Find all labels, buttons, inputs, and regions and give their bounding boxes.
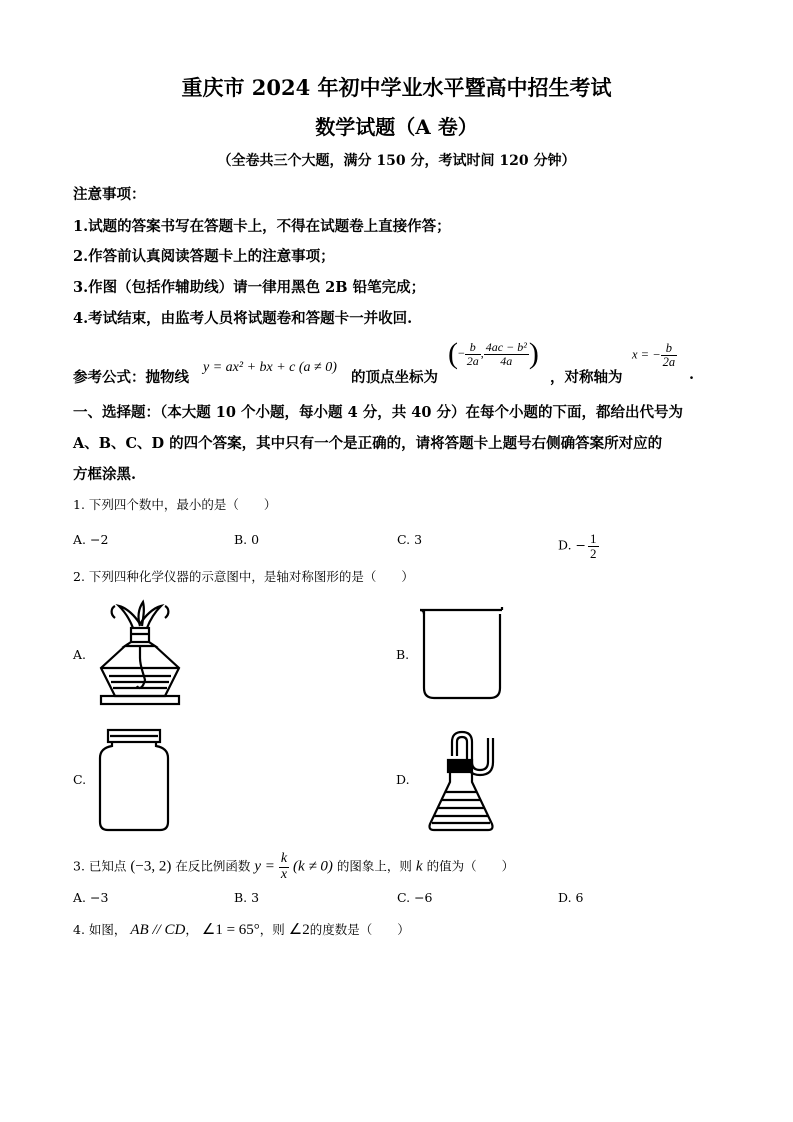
section-heading: 一、选择题：（本大题 10 个小题，每小题 4 分，共 40 分）在每个小题的下面，都给出代号为 — [73, 404, 683, 421]
section-instructions-end: 方框涂黑. — [73, 466, 137, 483]
q3-option-a: A. −3 — [73, 890, 109, 905]
q2-option-c: C. — [73, 772, 87, 787]
exam-title: 重庆市 2024 年初中学业水平暨高中招生考试 — [181, 75, 612, 100]
vertex-label: 的顶点坐标为 — [351, 369, 438, 386]
axis-label: ，对称轴为 — [550, 369, 623, 386]
reagent-bottle-icon — [98, 726, 170, 832]
flask-with-tube-icon — [424, 728, 504, 834]
question-3-stem: 3. 已知点 (−3, 2) 在反比例函数 y = $\frac{k}{x}$ (k ≠ 0) 的图象上，则 k 的值为（ ） — [73, 851, 515, 882]
formula-prefix: 参考公式：抛物线 — [73, 369, 189, 386]
notice-item: 4.考试结束，由监考人员将试题卷和答题卡一并收回. — [73, 310, 413, 327]
alcohol-lamp-icon — [95, 598, 185, 710]
exam-note: （全卷共三个大题，满分 150 分，考试时间 120 分钟） — [217, 153, 576, 169]
question-4-stem: 4. 如图， AB // CD， ∠1 = 65°，则 ∠2的度数是（ ） — [73, 922, 410, 938]
q3-option-c: C. −6 — [397, 890, 433, 905]
notices-heading: 注意事项： — [73, 186, 146, 203]
question-2-stem: 2. 下列四种化学仪器的示意图中，是轴对称图形的是（ ） — [73, 569, 414, 584]
question-1-stem: 1. 下列四个数中，最小的是（ ） — [73, 497, 277, 512]
q1-option-b: B. 0 — [234, 532, 260, 547]
vertex-coordinates: (− $\frac{b}{2a}$ , $\frac{\text{4ac − b²}}{4a}$ ) — [448, 337, 539, 370]
formula-end: . — [689, 366, 695, 383]
q1-option-a: A. −2 — [73, 532, 109, 547]
section-instructions: A、B、C、D 的四个答案，其中只有一个是正确的，请将答题卡上题号右侧确答案所对应的 — [73, 435, 663, 452]
parabola-equation: y = ax² + bx + c (a ≠ 0) — [203, 360, 337, 375]
q1-option-c: C. 3 — [397, 532, 423, 547]
notice-item: 3.作图（包括作辅助线）请一律用黑色 2B 铅笔完成； — [73, 279, 426, 296]
notice-item: 2.作答前认真阅读答题卡上的注意事项； — [73, 248, 335, 265]
exam-subtitle: 数学试题（A 卷） — [315, 115, 478, 139]
q3-option-b: B. 3 — [234, 890, 260, 905]
beaker-icon — [418, 606, 508, 702]
axis-formula: x = − $\frac{b}{2a}$ — [632, 341, 676, 370]
q3-option-d: D. 6 — [558, 890, 584, 905]
q2-option-a: A. — [73, 647, 87, 662]
q2-option-d: D. — [396, 772, 410, 787]
q2-option-b: B. — [396, 647, 410, 662]
notice-item: 1.试题的答案书写在答题卡上，不得在试题卷上直接作答； — [73, 218, 451, 235]
q1-option-d: D. − $\frac{1}{2}$ — [558, 531, 597, 561]
